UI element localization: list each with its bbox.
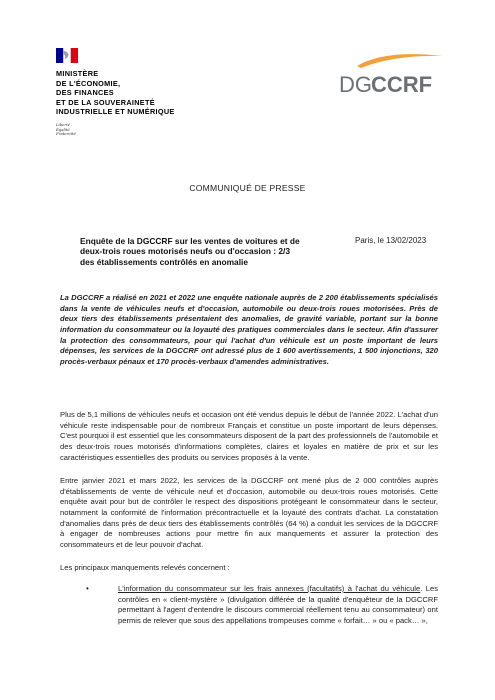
ministry-line: MINISTÈRE bbox=[56, 69, 99, 78]
bullet-text bbox=[118, 584, 438, 627]
ministry-line: DE L'ÉCONOMIE, bbox=[56, 78, 121, 88]
headline: Enquête de la DGCCRF sur les ventes de voitures et de deux-trois roues motorisés neufs ou d'occasion : 2/3 des établissements contrôlés en anomalie bbox=[80, 236, 300, 267]
motto-line: Égalité bbox=[56, 126, 70, 132]
marianne-flag-icon bbox=[56, 48, 78, 63]
ministry-line: INDUSTRIELLE ET NUMÉRIQUE bbox=[56, 107, 175, 117]
ministry-name bbox=[56, 69, 175, 117]
logo-ccrf: CCRF bbox=[371, 72, 433, 97]
intro-paragraph: La DGCCRF a réalisé en 2021 et 2022 une enquête nationale auprès de 2 200 établissements spécialisés dans la vente de véhicules neufs et d'occasion, automobile ou deux-trois roues motorisées. Près de deux tiers des établissements présentaient des anomalies, de gravité variable, portant sur la bonne information du consommateur ou la loyauté des pratiques commerciales dans le secteur. Afin d'assurer la protection des consommateurs, pour qui l'achat d'un véhicule est un poste important de leurs dépenses, les services de la DGCCRF ont adressé plus de 1 600 avertissements, 1 500 injonctions, 320 procès-verbaux pénaux et 170 procès-verbaux d'amendes administratives. bbox=[60, 293, 438, 366]
bullet-icon: • bbox=[86, 584, 89, 593]
ministry-line: DES FINANCES bbox=[56, 88, 114, 98]
republic-motto bbox=[56, 123, 76, 137]
motto-line: Liberté bbox=[56, 122, 71, 127]
dateline: Paris, le 13/02/2023 bbox=[355, 236, 427, 245]
document-type-title: COMMUNIQUÉ DE PRESSE bbox=[189, 183, 306, 193]
bullet-title: L'information du consommateur sur les frais annexes (facultatifs) à l'achat du véhicule bbox=[118, 584, 421, 593]
logo-swoosh bbox=[357, 54, 443, 68]
logo-dg: DG bbox=[339, 72, 372, 97]
bullet-body: . Les contrôles en « client-mystère » (divulgation différée de la qualité d'enquêteur de la DGCCRF permettant à l'agent d'entendre le discours commercial réellement tenu au consommateur) ont permis de relever que sous des appellations trompeuses comme « forfait… » ou « pack… », bbox=[118, 584, 438, 625]
body-paragraph: Entre janvier 2021 et mars 2022, les services de la DGCCRF ont mené plus de 2 000 contrôles auprès d'établissements de vente de véhicule neuf et d'occasion, automobile ou deux-trois roues motorisés. Cette enquête avait pour but de contrôler le respect des dispositions protégeant le consommateur dans le secteur, notamment la conformité de l'information précontractuelle et la loyauté des contrats d'achat. La constatation d'anomalies dans près de deux tiers des établissements contrôlés (64 %) a conduit les services de la DGCCRF à engager de nombreuses actions pour mettre fin aux manquements et assurer la protection des consommateurs et de leur pouvoir d'achat. bbox=[60, 476, 438, 549]
ministry-line: ET DE LA SOUVERAINETÉ bbox=[56, 97, 155, 107]
body-paragraph: Plus de 5,1 millions de véhicules neufs et occasion ont été vendus depuis le début de l'année 2022. L'achat d'un véhicule reste indispensable pour de nombreux Français et constitue un poste important de leurs dépenses. C'est pourquoi il est essentiel que les consommateurs disposent de la part des professionnels de l'automobile et des deux-trois roues motorisés d'informations complètes, claires et loyales en matière de prix et sur les caractéristiques essentielles des produits ou services proposés à la vente. bbox=[60, 410, 438, 462]
motto-line: Fraternité bbox=[56, 131, 76, 137]
dgccrf-logo bbox=[339, 52, 447, 108]
body-paragraph: Les principaux manquements relevés concernent : bbox=[60, 563, 230, 572]
